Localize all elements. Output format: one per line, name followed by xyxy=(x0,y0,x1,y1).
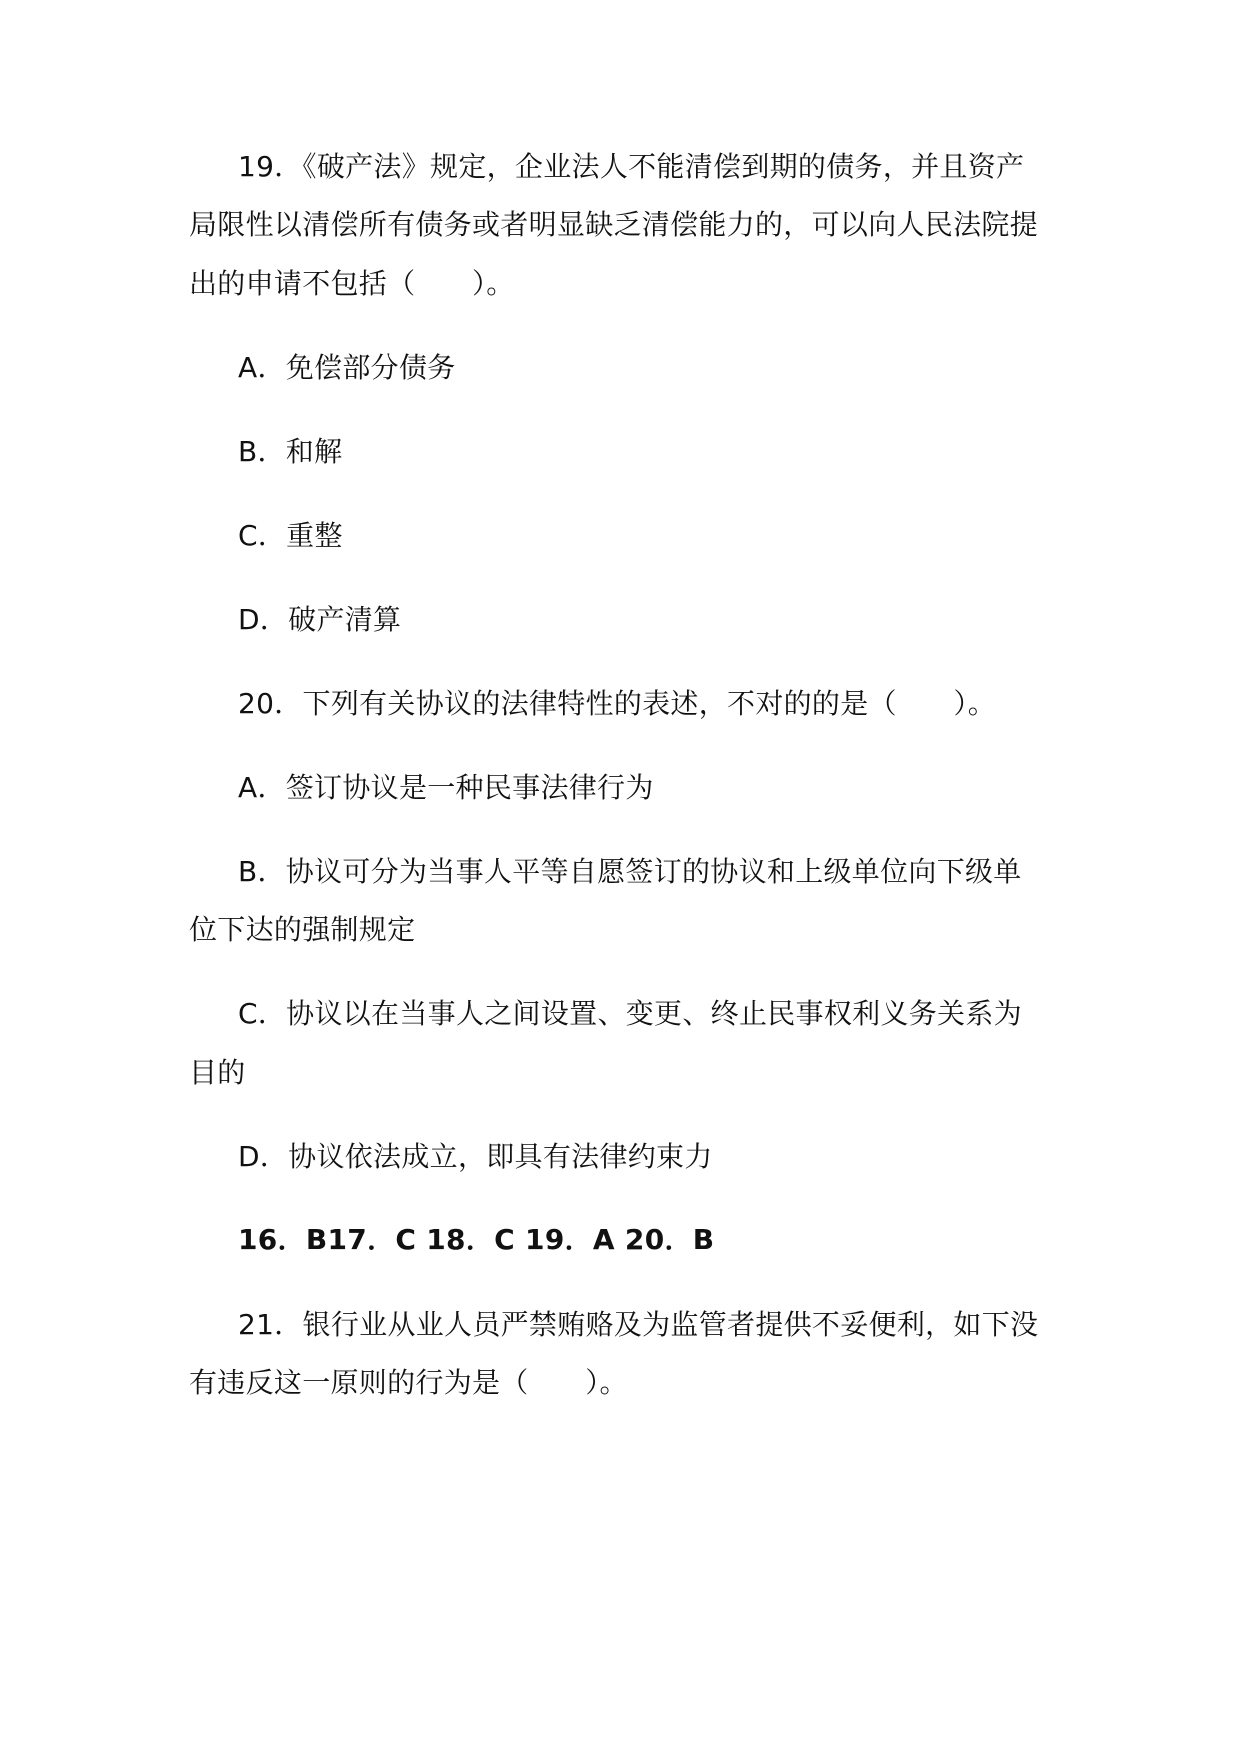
question-19-option-b: B．和解 xyxy=(238,435,343,468)
question-19-text-line-3: 出的申请不包括（ ）。 xyxy=(189,267,515,300)
question-19-option-a: A．免偿部分债务 xyxy=(238,351,456,384)
question-20-option-a: A．签订协议是一种民事法律行为 xyxy=(238,771,654,804)
question-20-option-c-line-2: 目的 xyxy=(189,1056,246,1089)
question-19-option-c: C．重整 xyxy=(238,519,343,552)
question-20-text: 20．下列有关协议的法律特性的表述，不对的的是（ ）。 xyxy=(238,687,997,720)
question-19-text-line-2: 局限性以清偿所有债务或者明显缺乏清偿能力的，可以向人民法院提 xyxy=(189,208,1039,241)
question-19-text-line-1: 19．《破产法》规定，企业法人不能清偿到期的债务，并且资产 xyxy=(238,150,1025,183)
question-20-option-b-line-2: 位下达的强制规定 xyxy=(189,913,416,946)
question-20-option-c-line-1: C．协议以在当事人之间设置、变更、终止民事权利义务关系为 xyxy=(238,997,1022,1030)
question-21-text-line-2: 有违反这一原则的行为是（ ）。 xyxy=(189,1366,628,1399)
answer-key: 16．B17．C 18．C 19．A 20．B xyxy=(238,1223,715,1256)
question-21-text-line-1: 21．银行业从业人员严禁贿赂及为监管者提供不妥便利，如下没 xyxy=(238,1308,1039,1341)
question-19-option-d: D．破产清算 xyxy=(238,603,402,636)
question-20-option-d: D．协议依法成立，即具有法律约束力 xyxy=(238,1140,713,1173)
question-20-option-b-line-1: B．协议可分为当事人平等自愿签订的协议和上级单位向下级单 xyxy=(238,855,1022,888)
